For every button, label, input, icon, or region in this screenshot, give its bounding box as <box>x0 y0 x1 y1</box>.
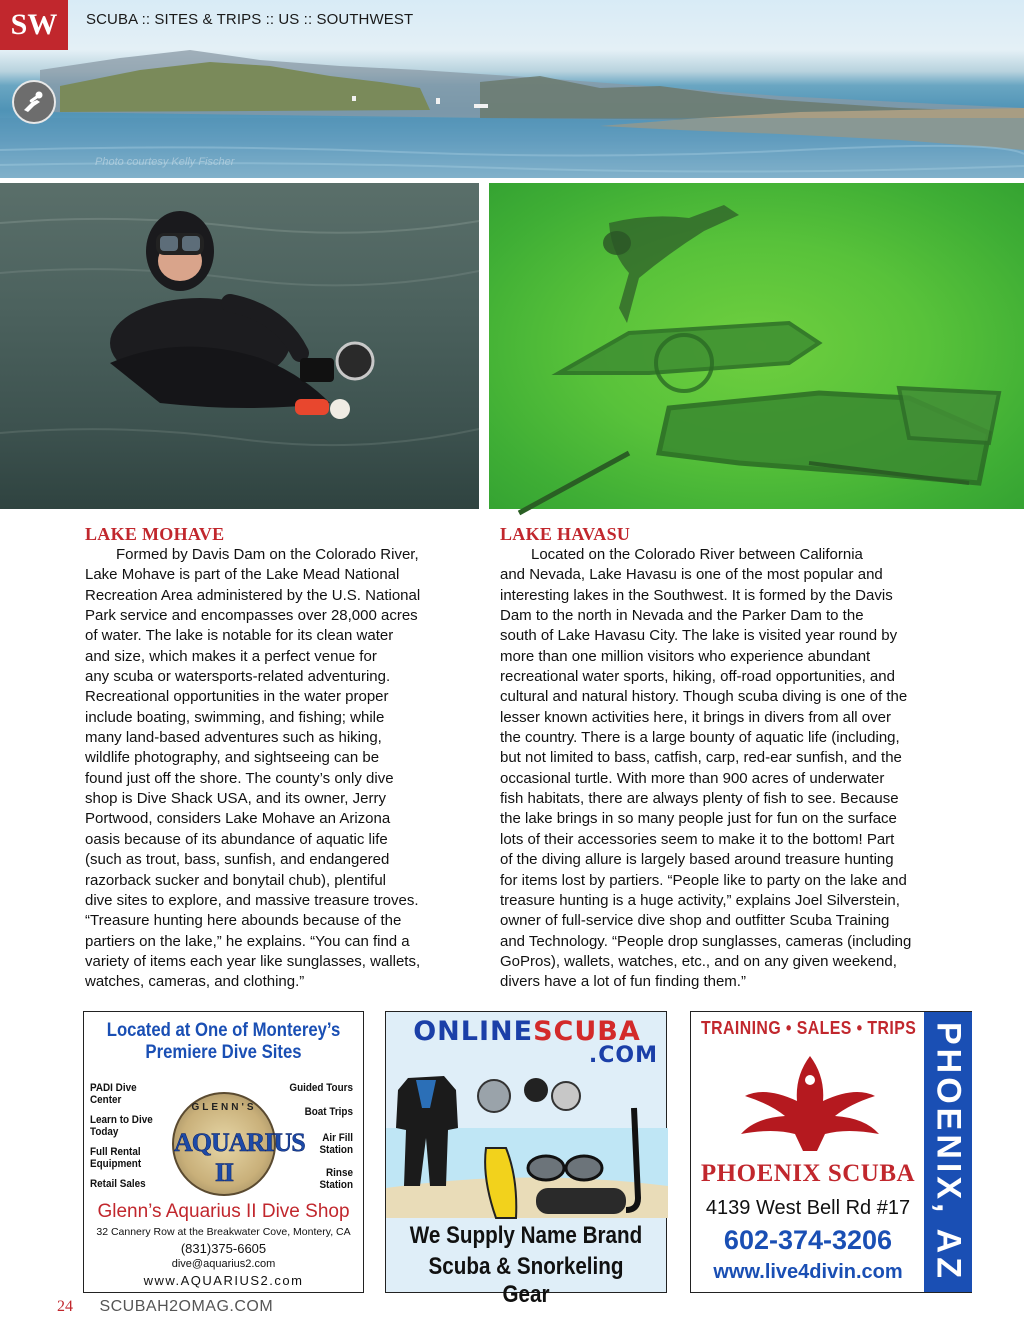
text-line: more than one million visitors who experience abundant <box>500 647 871 665</box>
text-line: but not limited to bass, catfish, carp, red-ear sunfish, and the <box>500 749 902 767</box>
text-line: partiers on the lake,” he explains. “You can find a <box>85 932 410 950</box>
ad-website-link[interactable]: www.AQUARIUS2.com <box>143 1273 304 1288</box>
text-line: wildlife photography, and sightseeing can be <box>85 749 380 767</box>
ad-tagline: We Supply Name Brand <box>409 1222 643 1249</box>
ad-feature-label: Learn to Dive Today <box>90 1114 153 1138</box>
article-heading: LAKE HAVASU <box>500 524 631 544</box>
article-body <box>500 545 945 993</box>
ad-feature-label: Retail Sales <box>90 1178 146 1190</box>
text-line: the country. There is a large bounty of aquatic life (including, <box>500 729 900 747</box>
ad-phone: (831)375-6605 <box>180 1241 267 1256</box>
brand-scuba: SCUBA <box>533 1016 641 1047</box>
page-footer <box>57 1298 273 1316</box>
text-line: Portwood, considers Lake Mohave an Arizona <box>85 810 391 828</box>
ad-onlinescuba[interactable] <box>385 1011 667 1308</box>
breadcrumb: SCUBA :: SITES & TRIPS :: US :: SOUTHWEST <box>86 11 414 28</box>
text-line: oasis because of its abundance of aquatic life <box>85 830 388 848</box>
text-line: owner of full-service dive shop and outfitter Scuba Training <box>500 912 890 930</box>
ad-location-text: PHOENIX, AZ <box>929 1022 968 1282</box>
text-line: interesting lakes in the Southwest. It is formed by the Davis <box>500 586 893 604</box>
text-line: variety of items each year like sunglasses, wallets, <box>85 952 421 970</box>
text-line: Lake Mohave is part of the Lake Mead National <box>85 566 400 584</box>
text-line: of the diving allure is largely based around treasure hunting <box>500 851 894 869</box>
text-line: lots of their accessories seem to make it to the bottom! Part <box>500 830 895 848</box>
text-line: and Nevada, Lake Havasu is one of the most popular and <box>500 566 883 584</box>
brand-tld: .COM <box>588 1043 658 1068</box>
ad-phoenix-scuba[interactable] <box>690 1011 972 1293</box>
text-line: the lake brings in so many people just for fun on the surface <box>500 810 897 828</box>
ad-shop-name: PHOENIX SCUBA <box>700 1160 916 1187</box>
text-line: and size, which makes it a perfect venue for <box>85 647 377 665</box>
text-line: treasure hunting is a huge activity,” explains Joel Silverstein, <box>500 891 900 909</box>
ad-website-link[interactable]: www.live4divin.com <box>713 1261 903 1283</box>
text-line: south of Lake Havasu City. The lake is visited year round by <box>500 627 898 645</box>
text-line: and Technology. “People drop sunglasses, cameras (including <box>500 932 912 950</box>
text-line: razorback sucker and bonytail chub), plentiful <box>85 871 386 889</box>
text-line: lesser known activities here, it brings in divers from all over <box>500 708 891 726</box>
logo-text: AQUARIUS II <box>174 1128 305 1187</box>
ad-address: 4139 West Bell Rd #17 <box>705 1197 911 1219</box>
text-line: Recreational opportunities in the water proper <box>85 688 389 706</box>
text-line: many land-based adventures such as hiking, <box>85 729 382 747</box>
text-line: any scuba or watersports-related adventuring. <box>85 668 391 686</box>
magazine-site: SCUBAH2OMAG.COM <box>99 1298 274 1315</box>
scuba-gear-image <box>386 1068 668 1218</box>
logo-arc-text: GLENN'S <box>191 1102 257 1113</box>
ad-feature-label: PADI Dive Center <box>90 1082 137 1106</box>
ad-feature-label: Full Rental Equipment <box>90 1146 142 1170</box>
onlinescuba-logo <box>394 1018 660 1046</box>
text-line: Formed by Davis Dam on the Colorado River, <box>116 546 419 563</box>
text-line: cultural and natural history. Though scuba diving is one of the <box>500 688 908 706</box>
text-line: recreational water sports, hiking, off-road opportunities, and <box>500 668 895 686</box>
ad-tagline: Scuba & Snorkeling Gear <box>428 1253 624 1308</box>
ad-headline <box>101 1020 347 1064</box>
text-line: watches, cameras, and clothing.” <box>85 973 305 991</box>
ad-feature-label: Rinse Station <box>319 1167 353 1191</box>
text-line: occasional turtle. With more than 900 acres of underwater <box>500 769 885 787</box>
article-lake-mohave <box>85 523 445 993</box>
ad-shop-name: Glenn’s Aquarius II Dive Shop <box>97 1201 350 1222</box>
ad-address: 32 Cannery Row at the Breakwater Cove, Montery, CA <box>96 1226 351 1238</box>
header-banner-photo <box>0 0 1024 178</box>
article-body <box>85 545 445 993</box>
page-number: 24 <box>57 1298 73 1315</box>
ad-phone: 602-374-3206 <box>723 1225 893 1255</box>
ad-email-link[interactable]: dive@aquarius2.com <box>171 1258 276 1270</box>
text-line: divers have a lot of fun finding them.” <box>500 973 746 991</box>
text-line: for items lost by partiers. “People like to party on the lake and <box>500 871 907 889</box>
text-line: Dam to the north in Nevada and the Parker Dam to the <box>500 607 864 625</box>
text-line: found just off the shore. The county’s only dive <box>85 769 394 787</box>
brand-online: ONLINE <box>413 1016 534 1047</box>
text-line: include boating, swimming, and fishing; while <box>85 708 385 726</box>
text-line: fish habitats, there are always plenty of fish to see. Because <box>500 790 899 808</box>
phoenix-bird-logo <box>725 1046 895 1158</box>
ad-location-bar <box>924 1012 972 1292</box>
aquarius-logo <box>172 1092 305 1196</box>
text-line: (such as trout, bass, sunfish, and endangered <box>85 851 390 869</box>
ad-aquarius-dive-shop[interactable] <box>83 1011 364 1293</box>
text-line: Recreation Area administered by the U.S. National <box>85 586 421 604</box>
ad-feature-label: Air Fill Station <box>319 1132 353 1156</box>
underwater-wreck-photo <box>489 183 1024 509</box>
ad-headline-line: Located at One of Monterey’s <box>106 1020 341 1041</box>
ad-services: TRAINING • SALES • TRIPS <box>701 1018 917 1038</box>
ad-feature-label: Guided Tours <box>289 1082 353 1094</box>
ad-feature-label: Boat Trips <box>304 1106 353 1118</box>
text-line: of water. The lake is notable for its clean water <box>85 627 394 645</box>
text-line: dive sites to explore, and massive treasure troves. <box>85 891 419 909</box>
text-line: “Treasure hunting here abounds because of the <box>85 912 402 930</box>
diver-surface-photo <box>0 183 479 509</box>
text-line: shop is Dive Shack USA, and its owner, Jerry <box>85 790 386 808</box>
section-badge: SW <box>0 0 68 50</box>
photo-credit: Photo courtesy Kelly Fischer <box>95 156 235 168</box>
text-line: Located on the Colorado River between California <box>531 546 863 563</box>
text-line: GoPros), wallets, watches, etc., and on any given weekend, <box>500 952 897 970</box>
article-lake-havasu <box>500 523 945 993</box>
ad-headline-line: Premiere Dive Sites <box>145 1042 302 1063</box>
article-heading: LAKE MOHAVE <box>85 524 225 544</box>
text-line: Park service and encompasses over 28,000 acres <box>85 607 418 625</box>
scuba-diver-icon <box>12 80 56 124</box>
